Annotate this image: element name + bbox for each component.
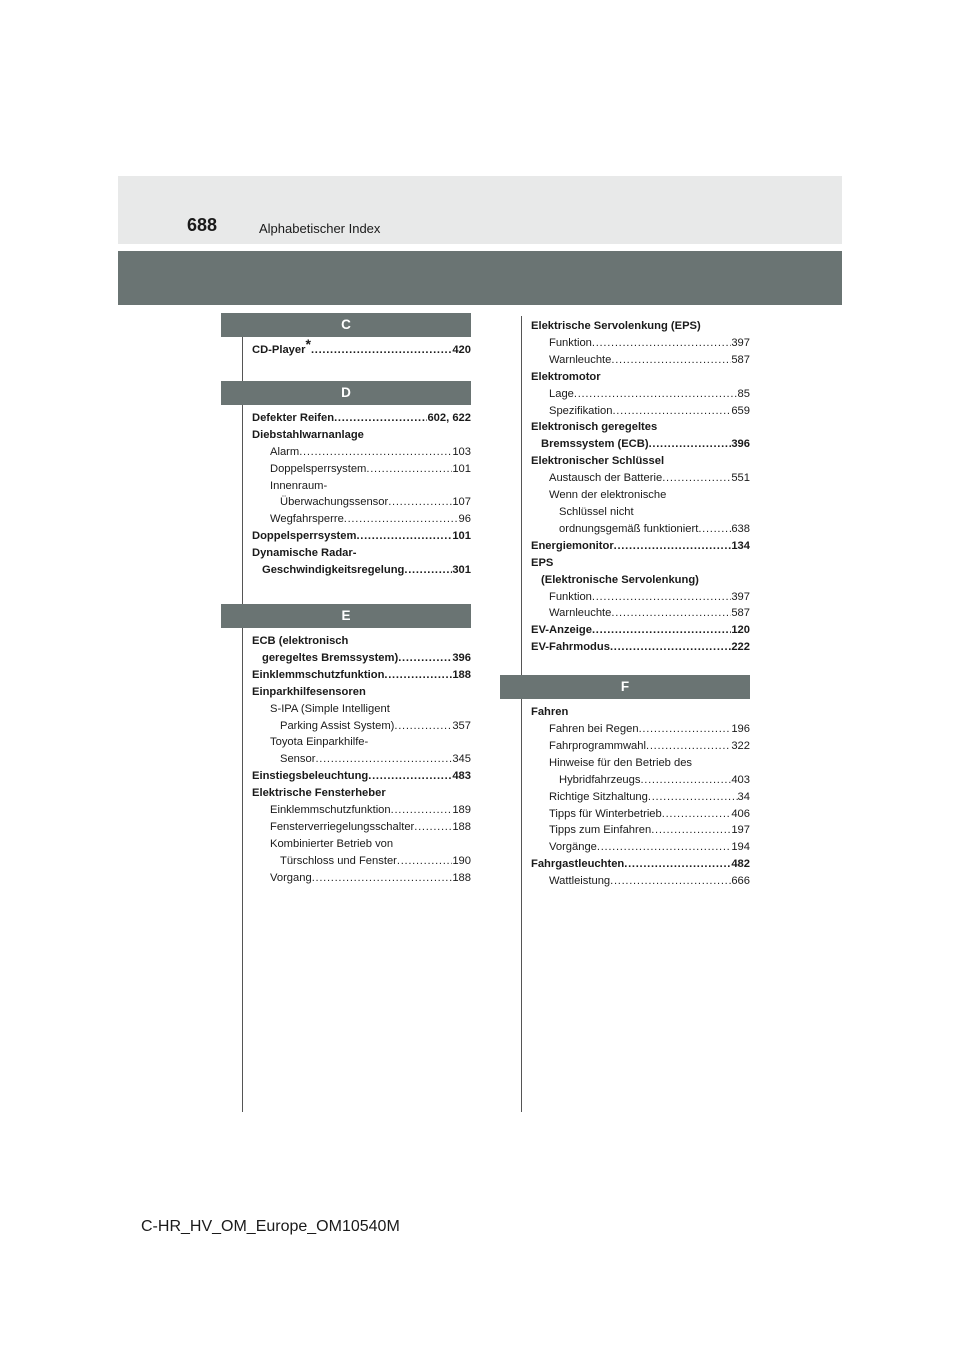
right-column-rule bbox=[521, 316, 522, 1112]
asterisk-mark: * bbox=[305, 336, 311, 352]
index-entry[interactable]: EV-Fahrmodus . . . 222 bbox=[531, 639, 750, 656]
section-header-c: C bbox=[221, 313, 471, 337]
page-title: Alphabetischer Index bbox=[259, 221, 381, 236]
index-subentry[interactable]: Doppelsperrsystem . . . 101 bbox=[252, 461, 471, 478]
index-subentry: S-IPA (Simple Intelligent bbox=[270, 702, 390, 715]
index-entry[interactable]: Defekter Reifen . . . 602, 622 bbox=[252, 410, 471, 427]
index-entry[interactable]: Einklemmschutzfunktion . . . 188 bbox=[252, 667, 471, 684]
index-entry[interactable]: Doppelsperrsystem . . . 101 bbox=[252, 528, 471, 545]
index-entry: Fahren bbox=[531, 706, 569, 719]
index-subentry: Wenn der elektronische bbox=[549, 489, 667, 502]
index-subentry[interactable]: Warnleuchte . . . 587 bbox=[531, 352, 750, 369]
header-band bbox=[118, 176, 842, 244]
index-entry[interactable]: EV-Anzeige . . . 120 bbox=[531, 622, 750, 639]
index-entry: Dynamische Radar- bbox=[252, 547, 357, 560]
index-entry: EPS bbox=[531, 556, 554, 569]
index-subentry[interactable]: Einklemmschutzfunktion . . . 189 bbox=[252, 802, 471, 819]
index-subentry-cont[interactable]: Überwachungssensor . . . 107 bbox=[252, 494, 471, 511]
index-entry: Elektromotor bbox=[531, 370, 601, 383]
index-entry: Diebstahlwarnanlage bbox=[252, 428, 364, 441]
index-subentry[interactable]: Fahrprogrammwahl . . . 322 bbox=[531, 738, 750, 755]
index-subentry[interactable]: Fahren bei Regen . . . 196 bbox=[531, 721, 750, 738]
index-subentry-cont[interactable]: Sensor . . . 345 bbox=[252, 751, 471, 768]
index-subentry[interactable]: Vorgänge . . . 194 bbox=[531, 839, 750, 856]
index-subentry[interactable]: Lage . . . 85 bbox=[531, 386, 750, 403]
footer-document-id: C-HR_HV_OM_Europe_OM10540M bbox=[141, 1218, 400, 1235]
header-dark-band bbox=[118, 251, 842, 305]
index-entry[interactable]: Energiemonitor . . . 134 bbox=[531, 538, 750, 555]
section-header-e: E bbox=[221, 604, 471, 628]
index-subentry[interactable]: Warnleuchte . . . 587 bbox=[531, 605, 750, 622]
index-subentry[interactable]: Alarm . . . 103 bbox=[252, 444, 471, 461]
section-header-f: F bbox=[500, 675, 750, 699]
index-subentry: Kombinierter Betrieb von bbox=[270, 837, 394, 850]
index-subentry-cont[interactable]: Parking Assist System) . . . 357 bbox=[252, 718, 471, 735]
index-subentry[interactable]: Tipps zum Einfahren . . . 197 bbox=[531, 822, 750, 839]
index-subentry: Toyota Einparkhilfe- bbox=[270, 736, 369, 749]
section-header-d: D bbox=[221, 381, 471, 405]
index-subentry-cont[interactable]: ordnungsgemäß funktioniert . . . 638 bbox=[531, 521, 750, 538]
index-entry: Elektrische Servolenkung (EPS) bbox=[531, 320, 701, 332]
index-column-right bbox=[531, 318, 750, 890]
index-subentry[interactable]: Richtige Sitzhaltung . . . 34 bbox=[531, 789, 750, 806]
index-subentry: Innenraum- bbox=[270, 479, 328, 492]
index-subentry[interactable]: Austausch der Batterie . . . 551 bbox=[531, 470, 750, 487]
index-subentry[interactable]: Wattleistung . . . 666 bbox=[531, 873, 750, 890]
index-subentry[interactable]: Tipps für Winterbetrieb . . . 406 bbox=[531, 806, 750, 823]
index-entry: Elektronischer Schlüssel bbox=[531, 455, 665, 468]
index-subentry[interactable]: Wegfahrsperre . . . 96 bbox=[252, 511, 471, 528]
index-subentry-cont[interactable]: Hybridfahrzeugs . . . 403 bbox=[531, 772, 750, 789]
index-subentry: Hinweise für den Betrieb des bbox=[549, 756, 693, 769]
index-subentry[interactable]: Spezifikation . . . 659 bbox=[531, 403, 750, 420]
index-entry: Elektronisch geregeltes bbox=[531, 421, 658, 434]
index-subentry[interactable]: Funktion . . . 397 bbox=[531, 589, 750, 606]
index-entry: Einparkhilfesensoren bbox=[252, 685, 366, 698]
index-subentry-cont[interactable]: Türschloss und Fenster . . . 190 bbox=[252, 853, 471, 870]
index-subentry-cont: Schlüssel nicht bbox=[559, 505, 634, 518]
index-entry: Elektrische Fensterheber bbox=[252, 787, 386, 800]
index-entry-cont[interactable]: Bremssystem (ECB) . . . 396 bbox=[531, 436, 750, 453]
left-column-rule bbox=[242, 316, 243, 1112]
index-entry-cont[interactable]: Geschwindigkeitsregelung . . . 301 bbox=[252, 562, 471, 579]
page-number: 688 bbox=[187, 215, 218, 235]
index-entry[interactable]: CD-Player* . . . 420 bbox=[252, 342, 471, 359]
index-entry[interactable]: Fahrgastleuchten . . . 482 bbox=[531, 856, 750, 873]
index-subentry[interactable]: Funktion . . . 397 bbox=[531, 335, 750, 352]
index-entry[interactable]: Einstiegsbeleuchtung . . . 483 bbox=[252, 768, 471, 785]
index-subentry[interactable]: Fensterverriegelungsschalter . . . 188 bbox=[252, 819, 471, 836]
index-column-left bbox=[252, 317, 471, 887]
index-subentry[interactable]: Vorgang . . . 188 bbox=[252, 870, 471, 887]
index-entry-cont[interactable]: geregeltes Bremssystem) . . . 396 bbox=[252, 650, 471, 667]
index-entry-cont: (Elektronische Servolenkung) bbox=[541, 573, 699, 586]
index-entry: ECB (elektronisch bbox=[252, 634, 349, 647]
